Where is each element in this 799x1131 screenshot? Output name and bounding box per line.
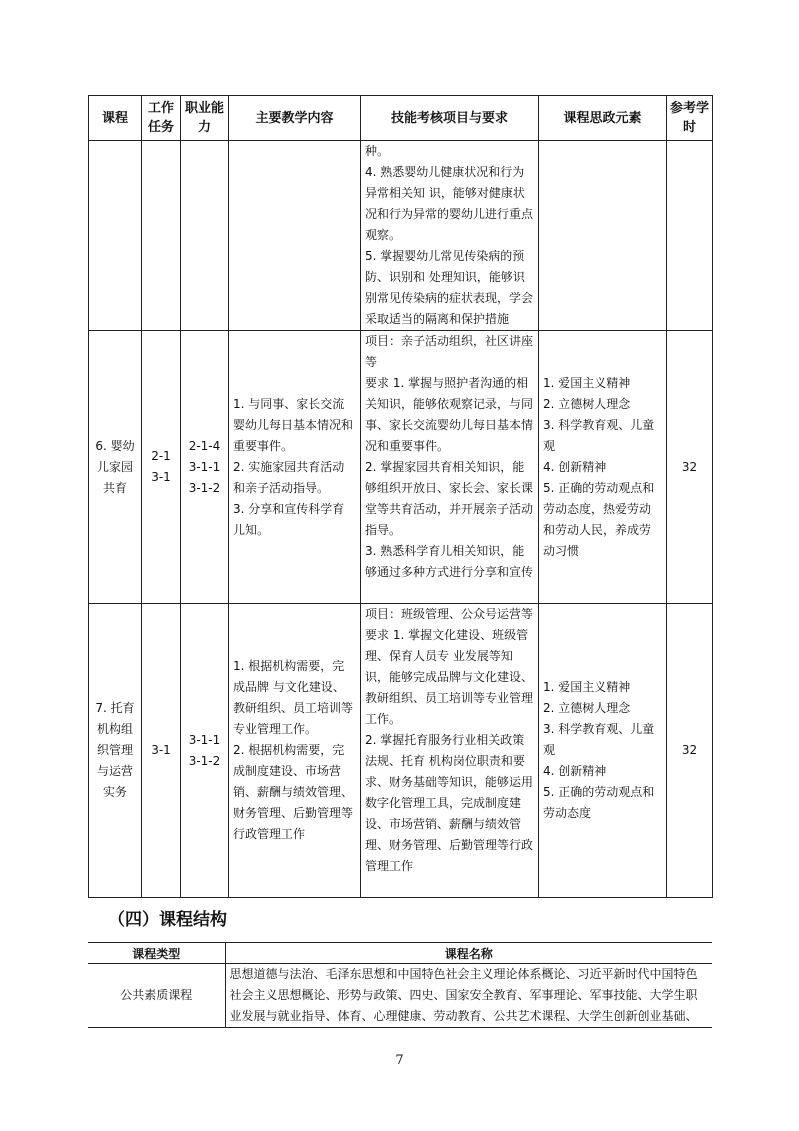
header-skills: 技能考核项目与要求 — [361, 96, 539, 141]
header-row — [89, 96, 713, 141]
skills-line: 5. 掌握婴幼儿常见传染病的预防、识别和 处理知识，能够识别常见传染病的症状表现，学会采取适当的隔离和保护措施 — [365, 249, 534, 326]
header-type: 课程类型 — [88, 943, 225, 964]
table-row — [89, 141, 713, 331]
table-row — [89, 331, 713, 604]
header-task: 工作任务 — [142, 96, 181, 141]
skills-cell: 项目：班级管理、公众号运营等 要求 1. 掌握文化建设、班级管理、保育人员专 业发展等知识，能够完成品牌与文化建设、教研组织、员工培训等专业管理工作。 2. 掌握托育服务行业相关政策法规、托育 机构岗位职责和要求、财务基础等知识，能够运用数字化管理工具，完成制度建设、市场营销、薪酬与绩效管理、财务管理、后勤管理等行政管理工作 — [361, 604, 539, 898]
task-codes: 3-1 — [142, 604, 181, 898]
hours-cell: 32 — [667, 604, 713, 898]
task-codes: 2-1 3-1 — [142, 331, 181, 604]
header-hours: 参考学时 — [667, 96, 713, 141]
header-ideology: 课程思政元素 — [539, 96, 667, 141]
header-row — [88, 943, 712, 964]
skills-line: 4. 熟悉婴幼儿健康状况和行为异常相关知 识，能够对健康状况和行为异常的婴幼儿进行重点观察。 — [365, 165, 534, 242]
ideology-cell: 1. 爱国主义精神 2. 立德树人理念 3. 科学教育观、儿童观 4. 创新精神 5. 正确的劳动观点和劳动态度，热爱劳动和劳动人民，养成劳动习惯 — [539, 331, 667, 604]
hours-cell: 32 — [667, 331, 713, 604]
header-ability: 职业能力 — [181, 96, 229, 141]
header-course: 课程 — [89, 96, 142, 141]
course-name: 7. 托育机构组织管理与运营实务 — [89, 604, 142, 898]
content-cell: 1. 根据机构需要，完成品牌 与文化建设、教研组织、员工培训等专业管理工作。 2. 根据机构需要，完成制度建设、市场营销、薪酬与绩效管理、财务管理、后勤管理等行政管理工作 — [229, 604, 361, 898]
skills-cell: 项目：亲子活动组织，社区讲座等 要求 1. 掌握与照护者沟通的相关知识，能够依观察记录，与同事、家长交流婴幼儿每日基本情况和重要事件。 2. 掌握家园共育相关知识，能够组织开放日、家长会、家长课堂等共育活动，并开展亲子活动指导。 3. 熟悉科学育儿相关知识，能够通过多种方式进行分享和宣传 — [361, 331, 539, 604]
header-content: 主要教学内容 — [229, 96, 361, 141]
skills-cell — [361, 141, 539, 331]
content-cell: 1. 与同事、家长交流婴幼儿每日基本情况和重要事件。 2. 实施家园共育活动和亲子活动指导。 3. 分享和宣传科学育儿知。 — [229, 331, 361, 604]
ideology-cell: 1. 爱国主义精神 2. 立德树人理念 3. 科学教育观、儿童观 4. 创新精神 5. 正确的劳动观点和劳动态度 — [539, 604, 667, 898]
ability-codes: 2-1-4 3-1-1 3-1-2 — [181, 331, 229, 604]
course-name: 6. 婴幼儿家园共育 — [89, 331, 142, 604]
course-names: 思想道德与法治、毛泽东思想和中国特色社会主义理论体系概论、习近平新时代中国特色社会主义思想概论、形势与政策、四史、国家安全教育、军事理论、军事技能、大学生职业发展与就业指导、体育、心理健康、劳动教育、公共艺术课程、大学生创新创业基础、 — [225, 964, 712, 1028]
table-row — [89, 604, 713, 898]
ability-codes: 3-1-1 3-1-2 — [181, 604, 229, 898]
curriculum-table — [88, 95, 713, 898]
page-number: 7 — [395, 1053, 404, 1068]
skills-line: 种。 — [365, 144, 390, 158]
header-name: 课程名称 — [225, 943, 712, 964]
course-type: 公共素质课程 — [88, 964, 225, 1028]
table-row — [88, 964, 712, 1028]
section-title: （四）课程结构 — [108, 910, 227, 930]
structure-table — [88, 942, 712, 1028]
